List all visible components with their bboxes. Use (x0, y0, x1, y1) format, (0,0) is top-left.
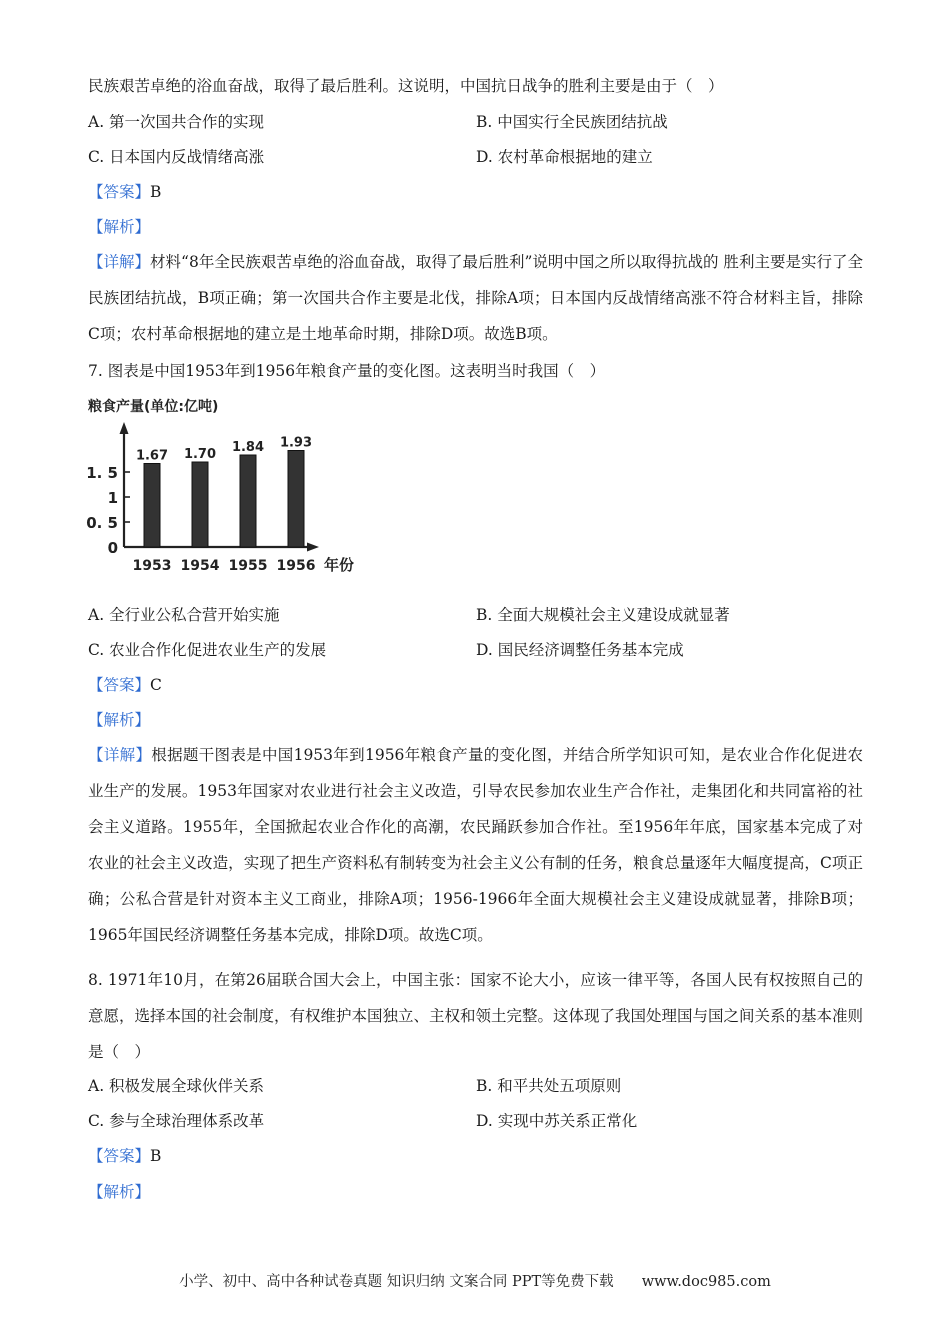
q6-stem-tail: 民族艰苦卓绝的浴血奋战，取得了最后胜利。这说明，中国抗日战争的胜利主要是由于（ ） (88, 77, 724, 95)
q6-option-a: A. 第一次国共合作的实现 (88, 113, 265, 131)
bar-1956 (288, 451, 304, 548)
q6-detail: 材料“8年全民族艰苦卓绝的浴血奋战，取得了最后胜利”说明中国之所以取得抗战的 胜利主要是实行了全民族团结抗战，B项正确；第一次国共合作主要是北伐，排除A项；日本国内反战情绪高涨不符合材料主旨，排除C项；农村革命根据地的建立是土地革命时期，排除D项。故选B项。 (88, 253, 863, 343)
x-tick-label: 1953 (132, 558, 172, 574)
page-footer (0, 1270, 950, 1291)
q6-option-d: D. 农村革命根据地的建立 (476, 148, 653, 166)
answer-tag: 【答案】 (88, 183, 151, 201)
q8-option-c: C. 参与全球治理体系改革 (88, 1112, 265, 1130)
q6-detail-paragraph (88, 244, 863, 352)
q6-option-b: B. 中国实行全民族团结抗战 (476, 113, 668, 131)
grain-output-chart (86, 394, 376, 584)
q6-analysis-line (88, 217, 150, 237)
q7-detail-paragraph (88, 737, 863, 953)
bars (133, 436, 316, 575)
q7-option-b: B. 全面大规模社会主义建设成就显著 (476, 606, 730, 624)
bar-value-label: 1.93 (279, 435, 313, 451)
answer-tag: 【答案】 (88, 1147, 151, 1165)
bar-value-label: 1.70 (183, 447, 217, 462)
x-tick-label: 1956 (276, 558, 316, 574)
bar-1954 (192, 462, 208, 547)
q8-option-b: B. 和平共处五项原则 (476, 1077, 622, 1095)
q7-detail: 根据题干图表是中国1953年到1956年粮食产量的变化图，并结合所学知识可知，是农业合作化促进农业生产的发展。1953年国家对农业进行社会主义改造，引导农民参加农业生产合作社，走集团化和共同富裕的社会主义道路。1955年，全国掀起农业合作化的高潮，农民踊跃参加合作社。至1956年年底，国家基本完成了对农业的社会主义改造，实现了把生产资料私有制转变为社会主义公有制的任务，粮食总量逐年大幅度提高，C项正确；公私合营是针对资本主义工商业，排除A项；1956-1966年全面大规模社会主义建设成就显著，排除B项；1965年国民经济调整任务基本完成，排除D项。故选C项。 (88, 746, 863, 944)
answer-tag: 【答案】 (88, 676, 151, 694)
y-tick-label: 1 (107, 489, 118, 507)
q6-answer: B (150, 183, 162, 201)
q8-option-a: A. 积极发展全球伙伴关系 (88, 1077, 265, 1095)
y-axis-arrow (120, 422, 129, 434)
analysis-tag: 【解析】 (88, 1183, 151, 1201)
q8-analysis-line (88, 1182, 150, 1202)
q6-answer-line (88, 182, 161, 202)
bar-value-label: 1.84 (231, 440, 265, 455)
q8-answer: B (150, 1147, 162, 1165)
footer-website-link[interactable]: www.doc985.com (641, 1274, 771, 1290)
analysis-tag: 【解析】 (88, 218, 151, 236)
q8-answer-line (88, 1146, 161, 1166)
x-axis-label: 年份 (324, 556, 355, 574)
analysis-tag: 【解析】 (88, 711, 151, 729)
q7-option-a: A. 全行业公私合营开始实施 (88, 606, 280, 624)
q8-option-d: D. 实现中苏关系正常化 (476, 1112, 638, 1130)
detail-tag: 【详解】 (88, 746, 152, 764)
q7-stem: 7. 图表是中国1953年到1956年粮食产量的变化图。这表明当时我国（ ） (88, 362, 606, 380)
x-axis-arrow (307, 543, 319, 552)
q7-answer: C (150, 676, 162, 694)
x-tick-label: 1954 (180, 558, 220, 574)
chart-title: 粮食产量(单位:亿吨) (88, 399, 219, 415)
x-tick-label: 1955 (228, 558, 268, 574)
q7-analysis-line (88, 710, 150, 730)
q7-option-d: D. 国民经济调整任务基本完成 (476, 641, 684, 659)
q7-answer-line (88, 675, 162, 695)
q6-option-c: C. 日本国内反战情绪高涨 (88, 148, 265, 166)
bar-value-label: 1.67 (135, 448, 169, 464)
y-tick-label: 0. 5 (86, 514, 118, 532)
q7-option-c: C. 农业合作化促进农业生产的发展 (88, 641, 327, 659)
q8-stem: 8. 1971年10月，在第26届联合国大会上，中国主张：国家不论大小，应该一律平等，各国人民有权按照自己的意愿，选择本国的社会制度，有权维护本国独立、主权和领土完整。这体现了我国处理国与国之间关系的基本准则是（ ） (88, 971, 864, 1061)
y-tick-label: 1. 5 (86, 464, 118, 482)
bar-1953 (144, 464, 160, 548)
bar-1955 (240, 455, 256, 547)
y-tick-label: 0 (107, 539, 118, 557)
bar-chart-svg (86, 394, 376, 584)
detail-tag: 【详解】 (88, 253, 151, 271)
footer-promo-text: 小学、初中、高中各种试卷真题 知识归纳 文案合同 PPT等免费下载 (179, 1274, 614, 1290)
